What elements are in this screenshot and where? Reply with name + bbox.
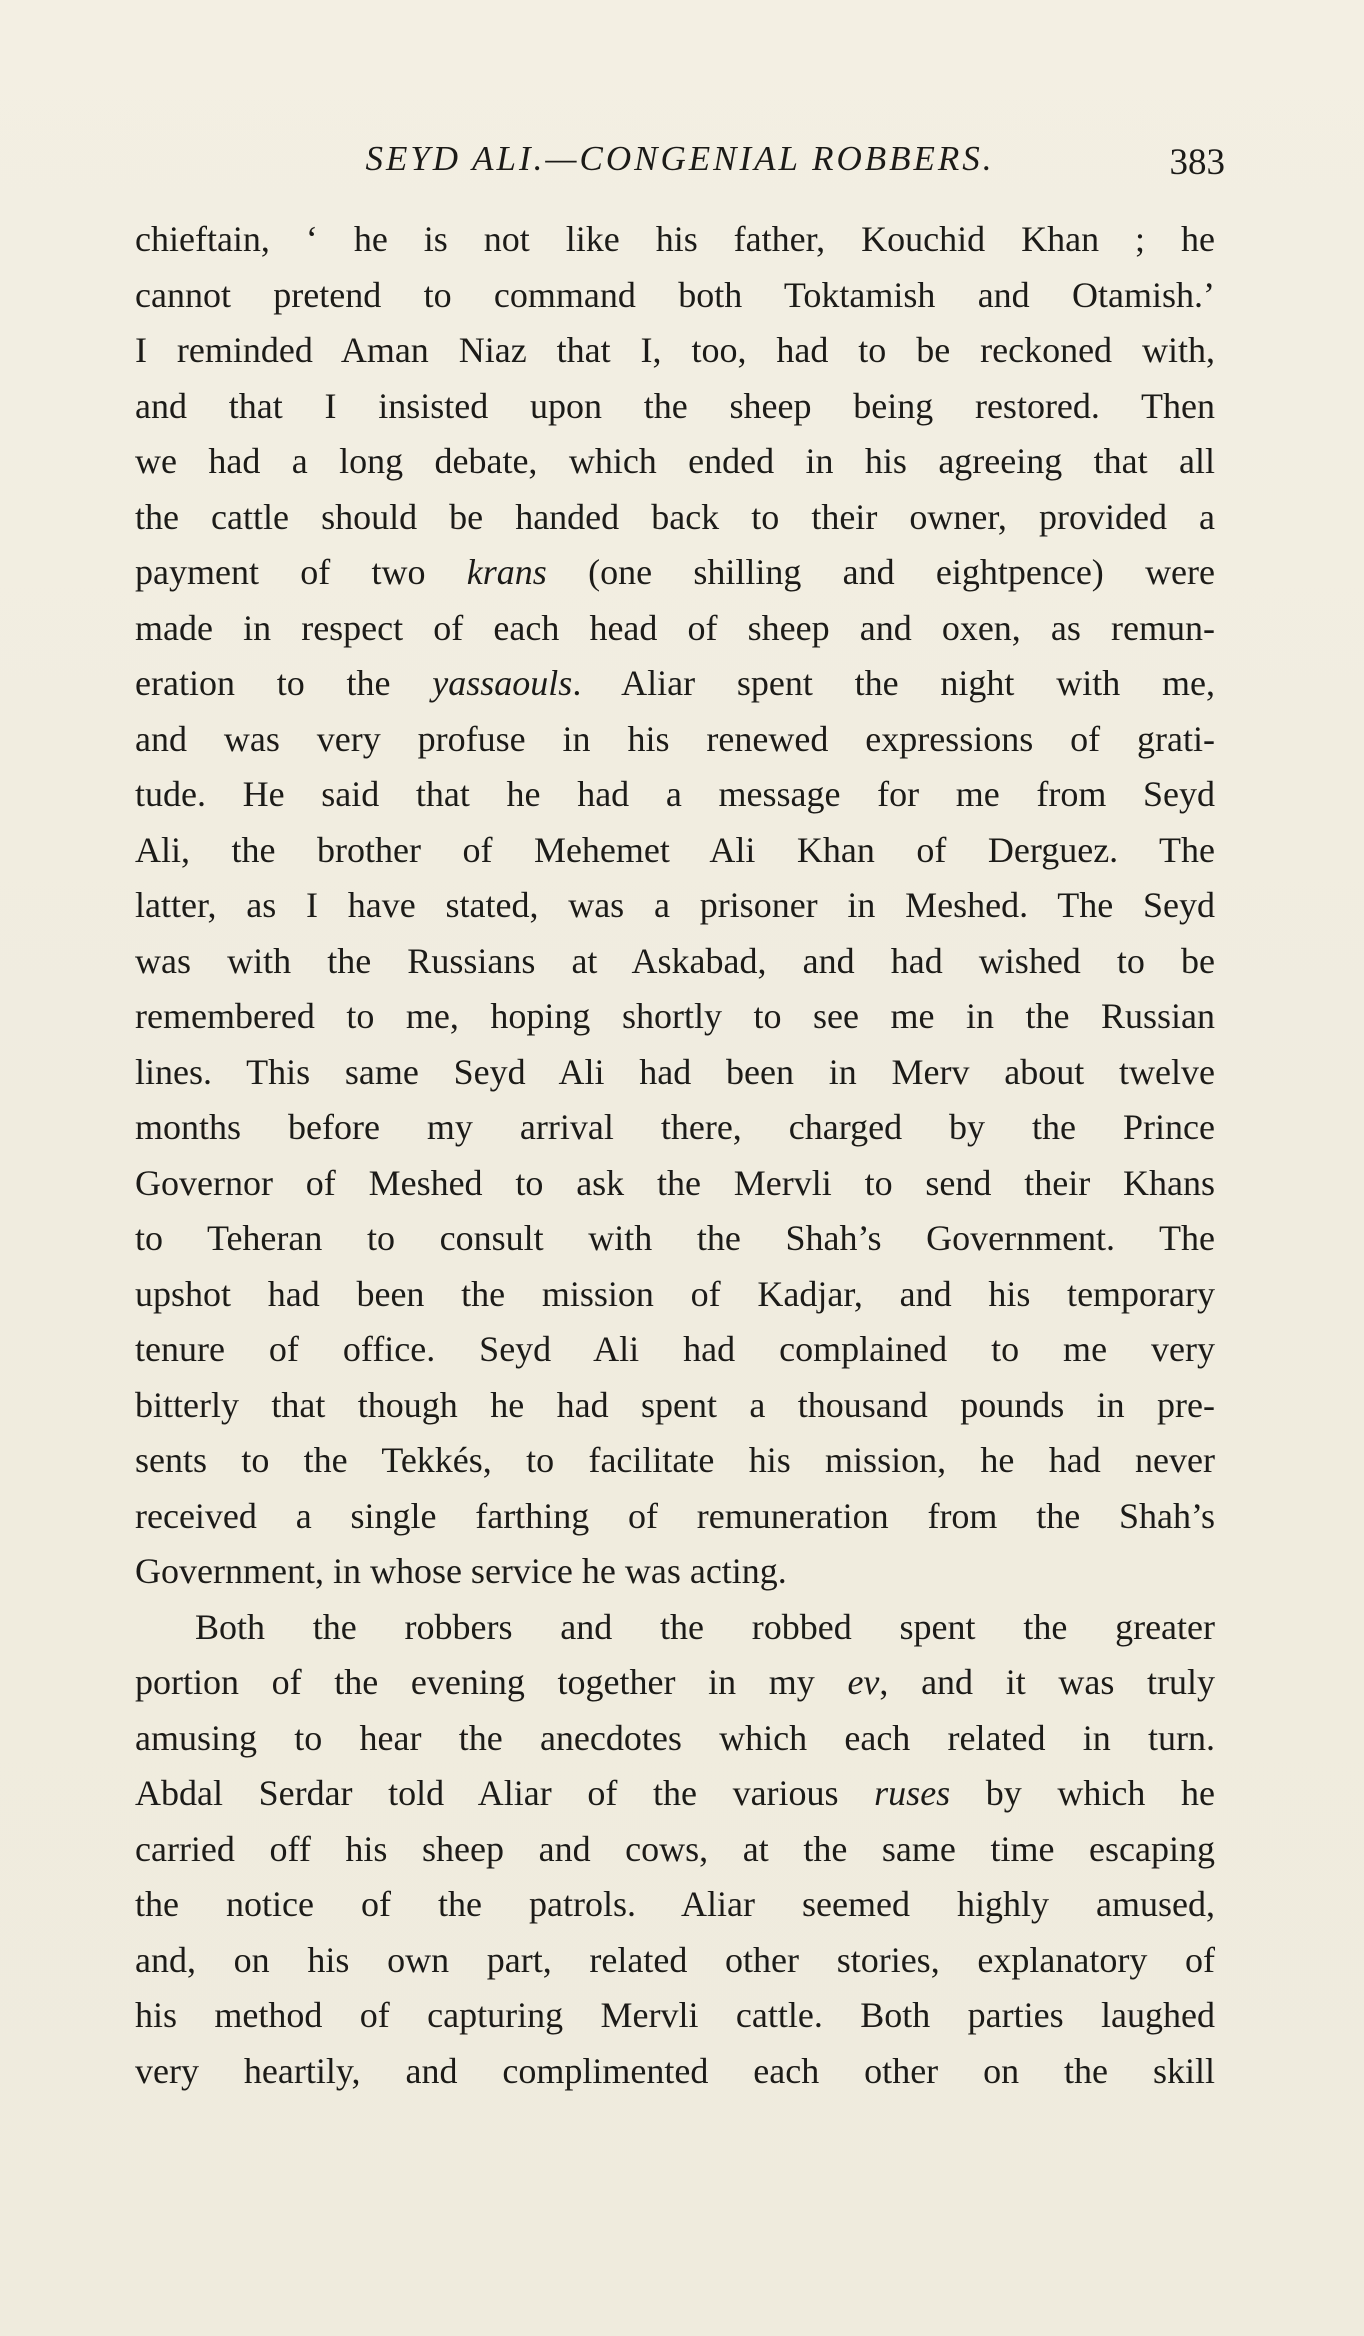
- text-line: tenure of office. Seyd Ali had complained to me very: [135, 1329, 1215, 1369]
- italic-term: ruses: [874, 1773, 951, 1813]
- text-line: Governor of Meshed to ask the Mervli to send their Khans: [135, 1162, 1215, 1203]
- text-line: amusing to hear the anecdotes which each related in turn.: [135, 1717, 1215, 1758]
- running-title: SEYD ALI.—CONGENIAL ROBBERS.: [365, 139, 995, 178]
- text-line: received a single farthing of remuneration from the Shah’s: [135, 1495, 1215, 1536]
- text-line: the cattle should be handed back to their owner, provided a: [135, 496, 1215, 537]
- text-line: Both the robbers and the robbed spent the greater: [195, 1606, 1215, 1647]
- text-line: Abdal Serdar told Aliar of the various ruses by which he: [135, 1773, 1215, 1813]
- italic-term: krans: [466, 552, 547, 592]
- text-line: Government, in whose service he was acting.: [135, 1551, 787, 1591]
- text-line: made in respect of each head of sheep and oxen, as remun-: [135, 607, 1215, 648]
- text-line: latter, as I have stated, was a prisoner in Meshed. The Seyd: [135, 885, 1215, 925]
- text-line: upshot had been the mission of Kadjar, and his temporary: [135, 1273, 1215, 1314]
- running-head: [135, 134, 1225, 184]
- text-line: remembered to me, hoping shortly to see me in the Russian: [135, 996, 1215, 1036]
- italic-term: yassaouls: [432, 663, 573, 703]
- page-number: 383: [1169, 142, 1225, 183]
- text-line: and was very profuse in his renewed expressions of grati-: [135, 718, 1215, 759]
- text-line: his method of capturing Mervli cattle. Both parties laughed: [135, 1995, 1215, 2035]
- text-line: chieftain, ‘ he is not like his father, Kouchid Khan ; he: [135, 219, 1215, 259]
- text-line: payment of two krans (one shilling and eightpence) were: [135, 552, 1215, 592]
- text-line: we had a long debate, which ended in his agreeing that all: [135, 441, 1215, 481]
- text-line: sents to the Tekkés, to facilitate his mission, he had never: [135, 1440, 1215, 1480]
- text-line: bitterly that though he had spent a thousand pounds in pre-: [135, 1384, 1215, 1425]
- text-line: lines. This same Seyd Ali had been in Merv about twelve: [135, 1051, 1215, 1092]
- text-line: and, on his own part, related other stories, explanatory of: [135, 1939, 1215, 1980]
- text-line: and that I insisted upon the sheep being restored. Then: [135, 385, 1215, 426]
- text-line: Ali, the brother of Mehemet Ali Khan of Derguez. The: [135, 829, 1215, 870]
- text-line: to Teheran to consult with the Shah’s Government. The: [135, 1218, 1215, 1258]
- text-line: carried off his sheep and cows, at the same time escaping: [135, 1828, 1215, 1869]
- text-line: very heartily, and complimented each other on the skill: [135, 2050, 1215, 2091]
- text-line: was with the Russians at Askabad, and had wished to be: [135, 940, 1215, 981]
- text-line: months before my arrival there, charged by the Prince: [135, 1107, 1215, 1147]
- text-line: tude. He said that he had a message for me from Seyd: [135, 774, 1215, 814]
- text-line: eration to the yassaouls. Aliar spent the night with me,: [135, 663, 1215, 703]
- text-line: portion of the evening together in my ev, and it was truly: [135, 1662, 1215, 1702]
- text-line: cannot pretend to command both Toktamish and Otamish.’: [135, 274, 1215, 315]
- text-line: I reminded Aman Niaz that I, too, had to be reckoned with,: [135, 330, 1215, 370]
- body-text: [135, 212, 1215, 2099]
- text-line: the notice of the patrols. Aliar seemed highly amused,: [135, 1884, 1215, 1924]
- italic-term: ev: [847, 1662, 880, 1702]
